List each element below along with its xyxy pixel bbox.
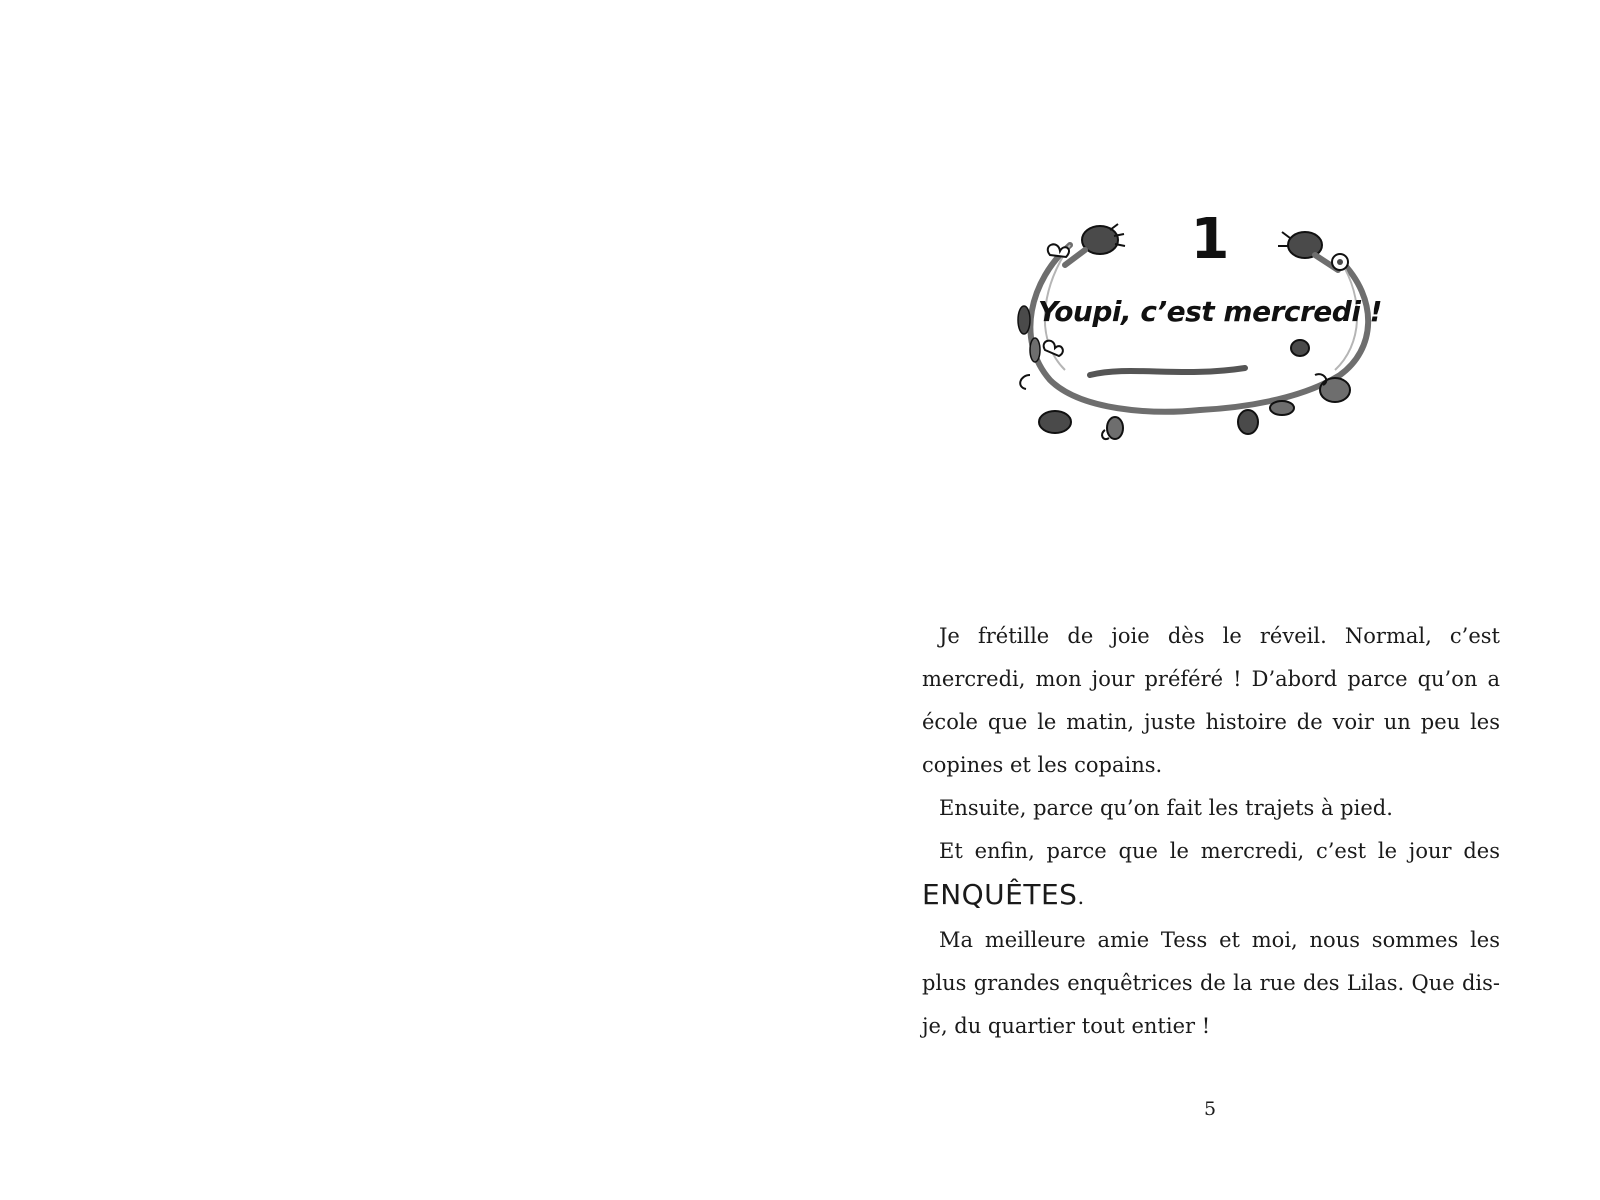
paragraph-1: Je frétille de joie dès le réveil. Normal, c’est mercredi, mon jour préféré ! D’abord parce qu’on a école que le matin, juste histoire de voir un peu les copines et les copains.: [922, 624, 1500, 777]
paragraph-2: Ensuite, parce qu’on fait les trajets à pied.: [939, 796, 1393, 820]
paragraph-3: [922, 830, 1500, 919]
page-number: 5: [1203, 1098, 1217, 1120]
paragraph-3-text: Et enfin, parce que le mercredi, c’est le jour des: [939, 839, 1500, 863]
chapter-body: [922, 615, 1500, 1048]
paragraph-3-end: .: [1077, 885, 1085, 909]
wreath-center-stem: [1090, 368, 1245, 375]
chapter-header: [1010, 200, 1410, 470]
paragraph-4: Ma meilleure amie Tess et moi, nous sommes les plus grandes enquêtrices de la rue des Lilas. Que dis-je, du quartier tout entier !: [922, 928, 1500, 1038]
flower-inner-left: [1044, 341, 1063, 356]
flower-bottom-right: [1238, 340, 1350, 434]
enquetes-emphasis: ENQUÊTES: [922, 878, 1078, 911]
chapter-number: 1: [1190, 207, 1230, 272]
flower-bottom-left: [1039, 411, 1123, 439]
chapter-title: Youpi, c’est mercredi !: [1038, 295, 1382, 328]
